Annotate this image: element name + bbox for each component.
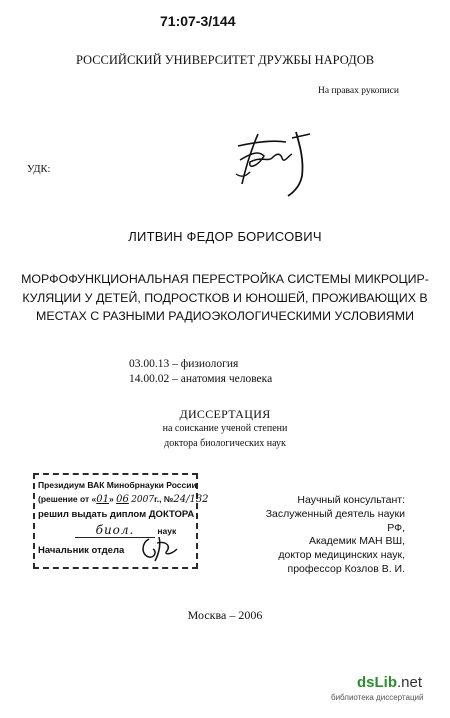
stamp-num-prefix: г., № xyxy=(154,494,174,504)
stamp-degree-suffix: наук xyxy=(157,526,177,536)
city-year: Москва – 2006 xyxy=(187,608,263,622)
title-line: МЕСТАХ С РАЗНЫМИ РАДИОЭКОЛОГИЧЕСКИМИ УСЛОВИЯМИ xyxy=(36,309,414,323)
archive-code: 71:07-3/144 xyxy=(160,13,236,29)
degree-line-1: на соискание ученой степени xyxy=(162,423,288,434)
consultant-line: профессор Козлов В. И. xyxy=(287,562,405,575)
stamp-line-head: Начальник отдела xyxy=(38,545,125,556)
university-name: РОССИЙСКИЙ УНИВЕРСИТЕТ ДРУЖБЫ НАРОДОВ xyxy=(75,53,375,67)
stamp-line-diploma: решил выдать диплом ДОКТОРА xyxy=(38,509,195,520)
stamp-month-sep: » xyxy=(108,494,114,504)
scientific-consultant xyxy=(257,494,405,577)
author-signature xyxy=(228,126,323,202)
stamp-year: 2007 xyxy=(131,495,155,505)
consultant-heading: Научный консультант: xyxy=(297,494,405,506)
specialty-anatomy: 14.00.02 – анатомия человека xyxy=(129,373,273,385)
logo-tld: .net xyxy=(397,674,423,691)
stamp-line-presidium: Президиум ВАК Минобрнауки России xyxy=(38,480,197,490)
dissertation-heading: ДИССЕРТАЦИЯ xyxy=(179,407,271,421)
consultant-line: доктор медицинских наук, xyxy=(278,549,405,562)
stamp-decision-prefix: (решение от « xyxy=(38,494,97,504)
stamp-month: 06 xyxy=(116,494,129,505)
specialty-physiology: 03.00.13 – физиология xyxy=(129,358,239,370)
rights-note: На правах рукописи xyxy=(318,86,399,96)
dissertation-title xyxy=(15,270,435,326)
title-line: КУЛЯЦИИ У ДЕТЕЙ, ПОДРОСТКОВ И ЮНОШЕЙ, ПРОЖИВАЮЩИХ В xyxy=(22,290,428,305)
stamp-number: 24/132 xyxy=(173,494,209,505)
logo-text: dsLib xyxy=(357,674,397,691)
dslib-logo[interactable] xyxy=(331,674,424,702)
title-line: МОРФОФУНКЦИОНАЛЬНАЯ ПЕРЕСТРОЙКА СИСТЕМЫ МИКРОЦИР- xyxy=(21,272,429,286)
stamp-signature xyxy=(135,531,185,563)
author-name: ЛИТВИН ФЕДОР БОРИСОВИЧ xyxy=(128,229,322,244)
udk-label: УДК: xyxy=(27,164,51,175)
stamp-handwritten-degree: биол. xyxy=(75,523,155,538)
stamp-day: 01 xyxy=(96,494,109,505)
consultant-line: Академик МАН ВШ, xyxy=(308,535,405,548)
stamp-line-decision xyxy=(38,494,209,505)
logo-subtitle: библиотека диссертаций xyxy=(331,693,424,702)
degree-line-2: доктора биологических наук xyxy=(164,438,286,449)
vak-stamp xyxy=(33,473,209,569)
consultant-line: Заслуженный деятель науки РФ, xyxy=(265,507,405,534)
